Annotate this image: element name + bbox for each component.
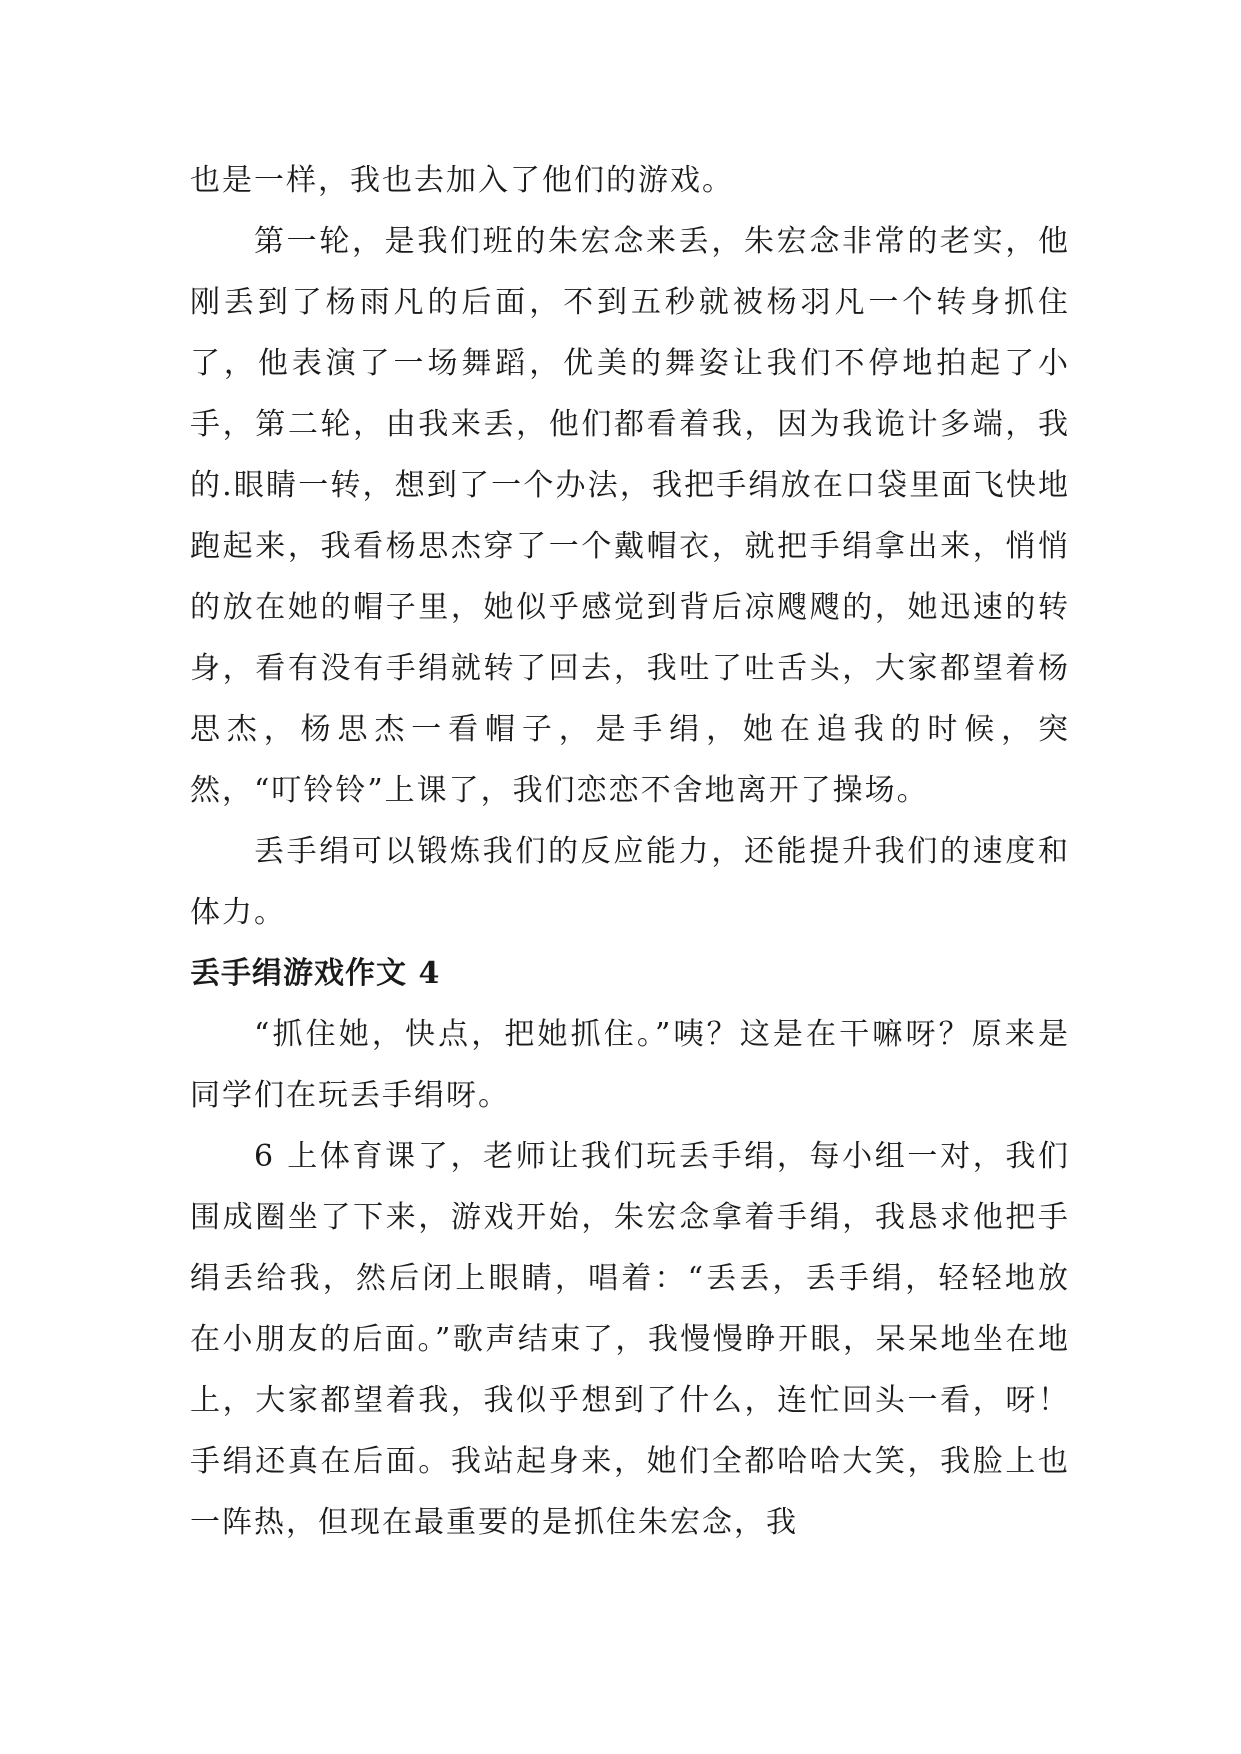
paragraph-2: 第一轮，是我们班的朱宏念来丢，朱宏念非常的老实，他刚丢到了杨雨凡的后面，不到五秒就被杨羽凡一个转身抓住了，他表演了一场舞蹈，优美的舞姿让我们不停地拍起了小手，第二轮，由我来丢，他们都看着我，因为我诡计多端，我的.眼睛一转，想到了一个办法，我把手绢放在口袋里面飞快地跑起来，我看杨思杰穿了一个戴帽衣，就把手绢拿出来，悄悄的放在她的帽子里，她似乎感觉到背后凉飕飕的，她迅速的转身，看有没有手绢就转了回去，我吐了吐舌头，大家都望着杨思杰，杨思杰一看帽子，是手绢，她在追我的时候，突然，“叮铃铃”上课了，我们恋恋不舍地离开了操场。 xyxy=(190,224,1070,808)
paragraph-4: “抓住她，快点，把她抓住。”咦？这是在干嘛呀？原来是同学们在玩丢手绢呀。 xyxy=(190,1017,1070,1113)
document-page xyxy=(190,150,1070,1553)
paragraph-5: 6 上体育课了，老师让我们玩丢手绢，每小组一对，我们围成圈坐了下来，游戏开始，朱宏念拿着手绢，我恳求他把手绢丢给我，然后闭上眼睛，唱着：“丢丢，丢手绢，轻轻地放在小朋友的后面。”歌声结束了，我慢慢睁开眼，呆呆地坐在地上，大家都望着我，我似乎想到了什么，连忙回头一看，呀！手绢还真在后面。我站起身来，她们全都哈哈大笑，我脸上也一阵热，但现在最重要的是抓住朱宏念，我 xyxy=(190,1139,1070,1540)
paragraph-1: 也是一样，我也去加入了他们的游戏。 xyxy=(190,163,734,198)
section-heading: 丢手绢游戏作文 4 xyxy=(190,956,441,991)
paragraph-3: 丢手绢可以锻炼我们的反应能力，还能提升我们的速度和体力。 xyxy=(190,834,1070,930)
